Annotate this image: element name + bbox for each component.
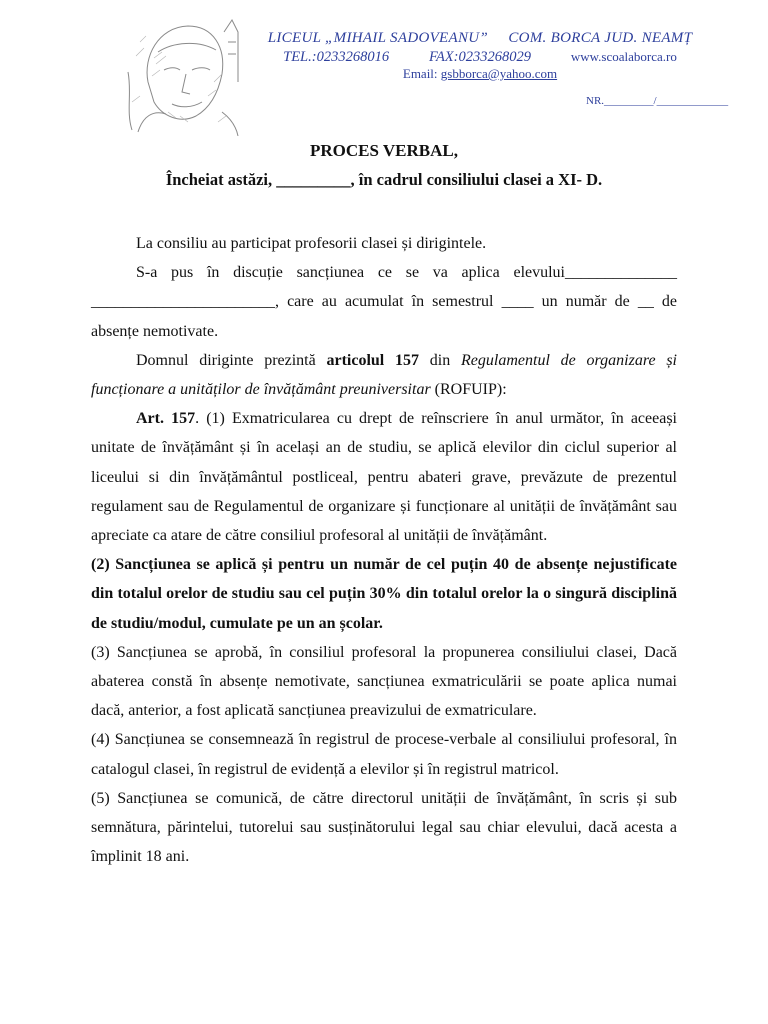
document-subtitle: Încheiat astăzi, _________, în cadrul consiliului clasei a XI- D. [165,170,603,189]
school-locality: COM. BORCA JUD. NEAMȚ [508,30,693,46]
regulation-title: Regulamentul de organizare și funcționare a unităților de învățământ preuniversitar [91,351,677,399]
article-label: Art. 157 [136,410,196,428]
school-name: LICEUL „MIHAIL SADOVEANU” [267,30,489,46]
paragraph-participants: La consiliu au participat profesorii clasei și dirigintele. [136,235,487,252]
fax-number: FAX:0233268029 [428,49,531,65]
header-school-line [230,30,730,47]
article-paragraph-4: (4) Sancțiunea se consemnează în registrul de procese-verbale al consiliului profesoral, în catalogul clasei, în registrul de evidență a elevilor și în registrul matricol. [91,731,677,778]
regulation-acronym: (ROFUIP): [430,381,507,399]
article-paragraph-1-text: . (1) Exmatricularea cu drept de reînscriere în anul următor, în aceeași unitate de învățământ și în același an de studiu, se aplică elevilor din ciclul superior al liceului si din învățământul postliceal, pentru abateri grave, prevăzute de prezentul regulament sau de Regulamentul de organizare și funcționare al unității de învățământ sau apreciate ca atare de către consiliul profesoral al unității de învățământ. [91,410,677,545]
registration-number: NR._________/_____________ [586,95,729,107]
website-link[interactable]: www.scoalaborca.ro [570,49,677,64]
article-reference: articolul 157 [326,351,420,369]
header-email-line [230,66,730,82]
article-paragraph-3: (3) Sancțiunea se aprobă, în consiliul profesoral la propunerea consiliului clasei, Dacă abaterea constă în absențe nemotivate, sancțiunea exmatriculării se poate aplica numai dacă, anterior, a fost aplicată sancțiunea preavizului de exmatriculare. [91,643,677,720]
phone-number: TEL.:0233268016 [283,49,390,65]
paragraph-discussion: S-a pus în discuție sancțiunea ce se va aplica elevului______________ _______________________, care au acumulat în semestrul ____ un număr de __ de absențe nemotivate. [91,264,677,340]
school-logo-portrait [118,12,246,136]
article-paragraph-2: (2) Sancțiunea se aplică și pentru un număr de cel puțin 40 de absențe nejustificate din totalul orelor de studiu sau cel puțin 30% din totalul orelor la o singură disciplină de studiu/modul, cumulate pe un an școlar. [91,556,677,632]
document-body [91,229,677,871]
article-paragraph-1 [91,404,677,550]
intro-text: Domnul diriginte prezintă [136,351,327,369]
document-title: PROCES VERBAL, [310,141,458,160]
email-label: Email: [402,66,438,81]
paragraph-article-intro [91,346,677,404]
email-link[interactable]: gsbborca@yahoo.com [440,66,558,81]
intro-connector: din [419,351,462,369]
article-paragraph-5: (5) Sancțiunea se comunică, de către directorul unității de învățământ, în scris și sub semnătura, părintelui, tutorelui sau susținătorului legal sau chiar elevului, dacă acesta a împlinit 18 ani. [91,789,677,866]
header-contact-line [230,49,730,66]
